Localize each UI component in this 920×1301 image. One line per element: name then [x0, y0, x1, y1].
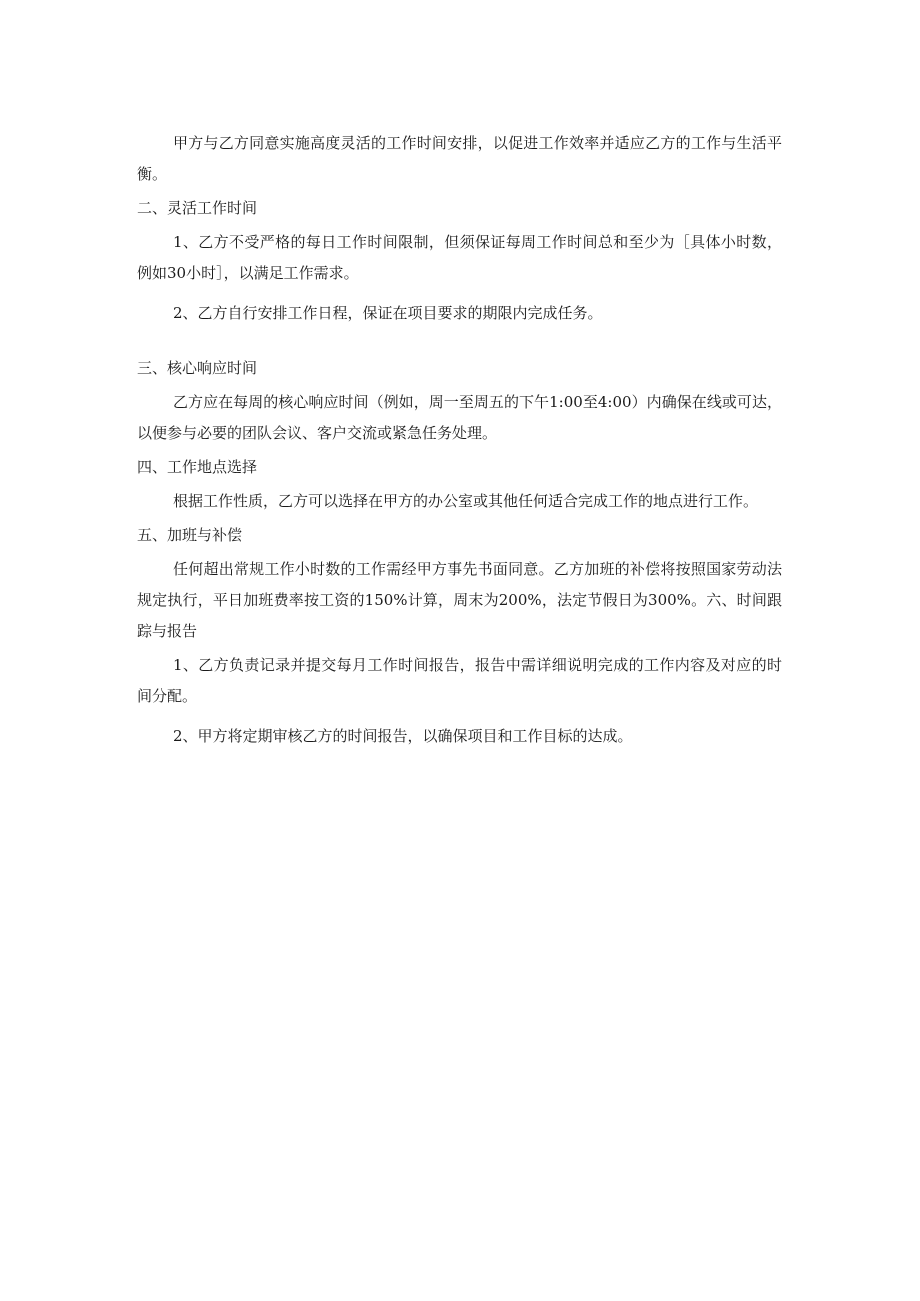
overtime-paragraph: 任何超出常规工作小时数的工作需经甲方事先书面同意。乙方加班的补偿将按照国家劳动法规定执行，平日加班费率按工资的150%计算，周末为200%，法定节假日为300%。六、时间跟踪与报告 — [137, 560, 782, 640]
section-heading-overtime: 五、加班与补偿 — [137, 526, 243, 544]
document-body — [137, 128, 782, 752]
section-heading-work-location: 四、工作地点选择 — [137, 458, 258, 476]
time-report-item-2: 2、甲方将定期审核乙方的时间报告，以确保项目和工作目标的达成。 — [173, 727, 633, 745]
work-location-paragraph: 根据工作性质，乙方可以选择在甲方的办公室或其他任何适合完成工作的地点进行工作。 — [173, 492, 759, 510]
intro-paragraph: 甲方与乙方同意实施高度灵活的工作时间安排，以促进工作效率并适应乙方的工作与生活平衡。 — [137, 134, 782, 183]
core-response-paragraph: 乙方应在每周的核心响应时间（例如，周一至周五的下午1:00至4:00）内确保在线或可达，以便参与必要的团队会议、客户交流或紧急任务处理。 — [137, 393, 782, 442]
flexible-hours-item-1: 1、乙方不受严格的每日工作时间限制，但须保证每周工作时间总和至少为［具体小时数，例如30小时］，以满足工作需求。 — [137, 233, 782, 282]
section-heading-flexible-hours: 二、灵活工作时间 — [137, 199, 258, 217]
time-report-item-1: 1、乙方负责记录并提交每月工作时间报告，报告中需详细说明完成的工作内容及对应的时间分配。 — [137, 656, 782, 705]
section-heading-core-response: 三、核心响应时间 — [137, 359, 258, 377]
flexible-hours-item-2: 2、乙方自行安排工作日程，保证在项目要求的期限内完成任务。 — [173, 304, 603, 322]
